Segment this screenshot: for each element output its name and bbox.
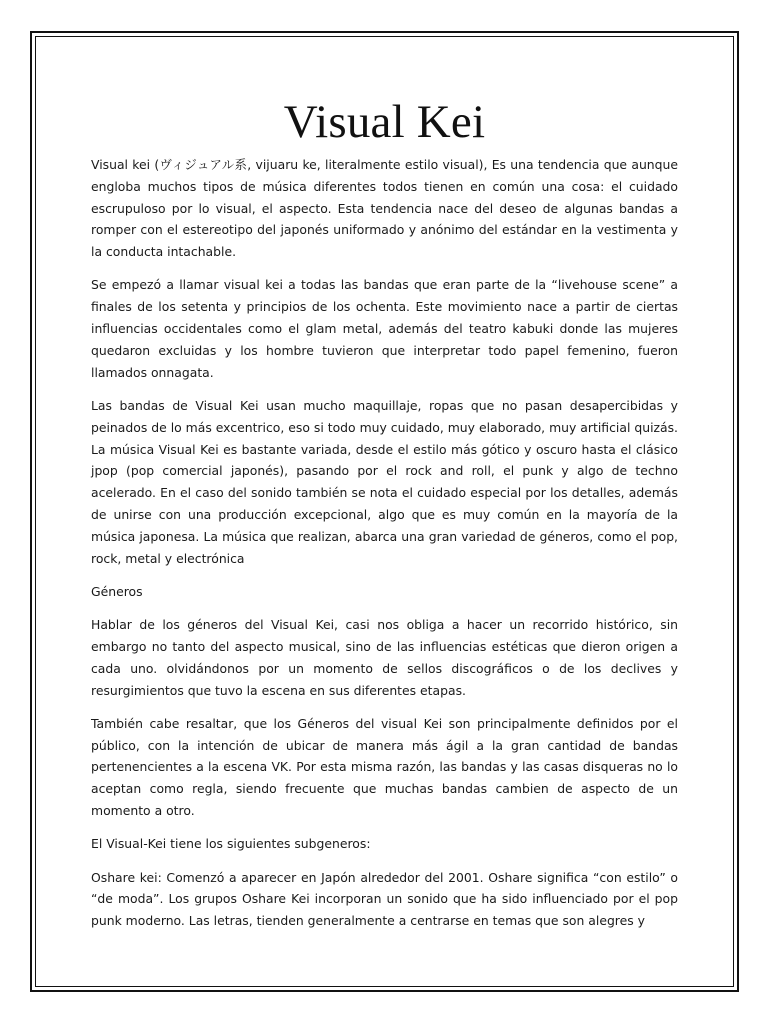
paragraph-origin: Se empezó a llamar visual kei a todas las bandas que eran parte de la “livehouse scene” a finales de los setenta y principios de los ochenta. Este movimiento nace a partir de ciertas influencias occidentales como el glam metal, además del teatro kabuki donde las mujeres quedaron excluidas y los hombre tuvieron que interpretar todo papel femenino, fueron llamados onnagata.: [91, 277, 678, 380]
paragraph-subgenres-intro: El Visual-Kei tiene los siguientes subgeneros:: [91, 836, 371, 852]
section-heading-generos: Géneros: [91, 583, 143, 599]
paragraph-generos-public: También cabe resaltar, que los Géneros del visual Kei son principalmente definidos por el público, con la intención de ubicar de manera más ágil a la gran cantidad de bandas pertenencientes a la escena VK. Por esta misma razón, las bandas y las casas disqueras no lo aceptan como regla, siendo frecuente que muchas bandas cambien de aspecto de un momento a otro.: [91, 715, 678, 819]
document-body: [91, 94, 678, 944]
paragraph-oshare-kei: Oshare kei: Comenzó a aparecer en Japón alrededor del 2001. Oshare significa “con estilo” o “de moda”. Los grupos Oshare Kei incorporan un sonido que ha sido influenciado por el pop punk moderno. Las letras, tienden generalmente a centrarse en temas que son alegres y: [91, 869, 678, 929]
paragraph-generos-history: Hablar de los géneros del Visual Kei, casi nos obliga a hacer un recorrido histórico, sin embargo no tanto del aspecto musical, sino de las influencias estéticas que dieron origen a cada uno. olvidándonos por un momento de sellos discográficos o de los declives y resurgimientos que tuvo la escena en sus diferentes etapas.: [91, 617, 678, 698]
paragraph-style: Las bandas de Visual Kei usan mucho maquillaje, ropas que no pasan desapercibidas y peinados de lo más excentrico, eso si todo muy cuidado, muy elaborado, muy artificial quizás. La música Visual Kei es bastante variada, desde el estilo más gótico y oscuro hasta el clásico jpop (pop comercial japonés), pasando por el rock and roll, el punk y algo de techno acelerado. En el caso del sonido también se nota el cuidado especial por los detalles, además de unirse con una producción excepcional, algo que es muy común en la mayoría de la música japonesa. La música que realizan, abarca una gran variedad de géneros, como el pop, rock, metal y electrónica: [91, 397, 678, 566]
paragraph-intro: Visual kei (ヴィジュアル系, vijuaru ke, literalmente estilo visual), Es una tendencia que aunque engloba muchos tipos de música diferentes todos tienen en común una cosa: el cuidado escrupuloso por lo visual, el aspecto. Esta tendencia nace del deseo de algunas bandas a romper con el estereotipo del japonés uniformado y anónimo del estándar en la vestimenta y la conducta intachable.: [91, 157, 678, 260]
page-title: Visual Kei: [283, 96, 486, 148]
